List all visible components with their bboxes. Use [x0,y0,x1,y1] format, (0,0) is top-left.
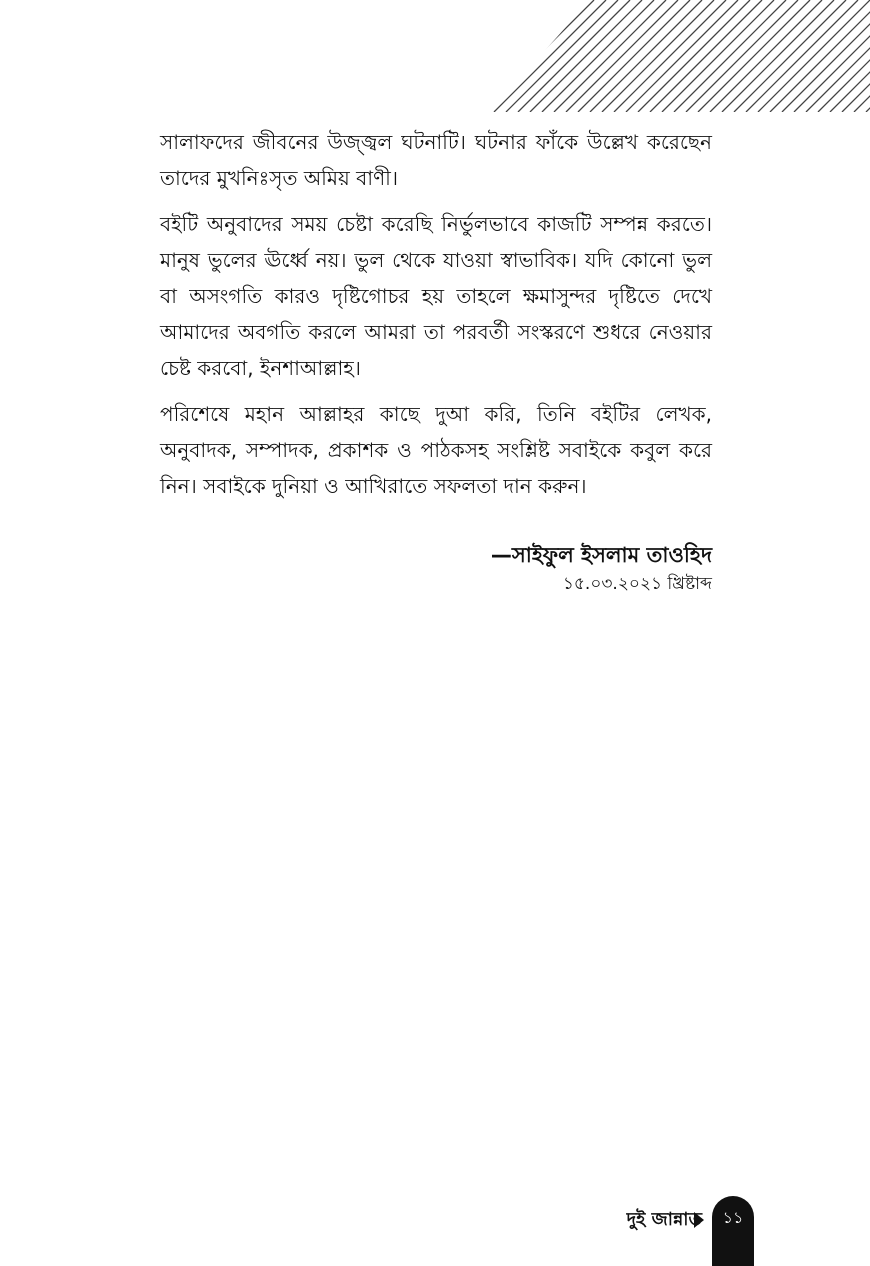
hatch-line [494,0,606,112]
page-number-tab [712,1196,754,1266]
hatch-line [518,0,630,112]
hatch-line [662,0,774,112]
hatch-line [686,0,798,112]
hatch-pattern-decoration [490,0,870,112]
hatch-line [650,0,762,112]
hatch-line [698,0,810,112]
hatch-line [590,0,702,112]
hatch-line [770,0,870,112]
paragraph-closing-prayer: পরিশেষে মহান আল্লাহর কাছে দুআ করি, তিনি বইটির লেখক, অনুবাদক, সম্পাদক, প্রকাশক ও পাঠকসহ সংশ্লিষ্ট সবাইকে কবুল করে নিন। সবাইকে দুনিয়া ও আখিরাতে সফলতা দান করুন। [160,402,712,498]
hatch-line [530,0,642,112]
hatch-line [758,0,870,112]
hatch-line [626,0,738,112]
signature-block [491,540,712,598]
hatch-line [602,0,714,112]
hatch-line [490,0,594,112]
hatch-line [734,0,846,112]
hatch-line [638,0,750,112]
hatch-line [506,0,618,112]
author-name: —সাইফুল ইসলাম তাওহিদ [490,543,712,567]
running-footer-book-title: দুই জান্নাত [626,1209,702,1230]
paragraph-translation-note: বইটি অনুবাদের সময় চেষ্টা করেছি নির্ভুলভাবে কাজটি সম্পন্ন করতে। মানুষ ভুলের ঊর্ধ্বে নয়। ভুল থেকে যাওয়া স্বাভাবিক। যদি কোনো ভুল বা অসংগতি কারও দৃষ্টিগোচর হয় তাহলে ক্ষমাসুন্দর দৃষ্টিতে দেখে আমাদের অবগতি করলে আমরা তা পরবর্তী সংস্করণে শুধরে নেওয়ার চেষ্ট করবো, ইনশাআল্লাহ। [160,212,712,380]
paragraph-intro-end: সালাফদের জীবনের উজ্জ্বল ঘটনাটি। ঘটনার ফাঁকে উল্লেখ করেছেন তাদের মুখনিঃসৃত অমিয় বাণী। [160,130,712,190]
page-number: ১১ [722,1208,744,1227]
signature-date: ১৫.০৩.২০২১ খ্রিষ্টাব্দ [562,574,712,594]
hatch-line [554,0,666,112]
hatch-line [710,0,822,112]
hatch-line [490,0,582,112]
hatch-line [722,0,834,112]
hatch-line [542,0,654,112]
hatch-line [614,0,726,112]
body-text [160,124,712,514]
triangle-right-icon [694,1212,704,1228]
hatch-line [746,0,858,112]
hatch-line [578,0,690,112]
hatch-line [674,0,786,112]
hatch-line [566,0,678,112]
hatch-line [866,0,870,112]
